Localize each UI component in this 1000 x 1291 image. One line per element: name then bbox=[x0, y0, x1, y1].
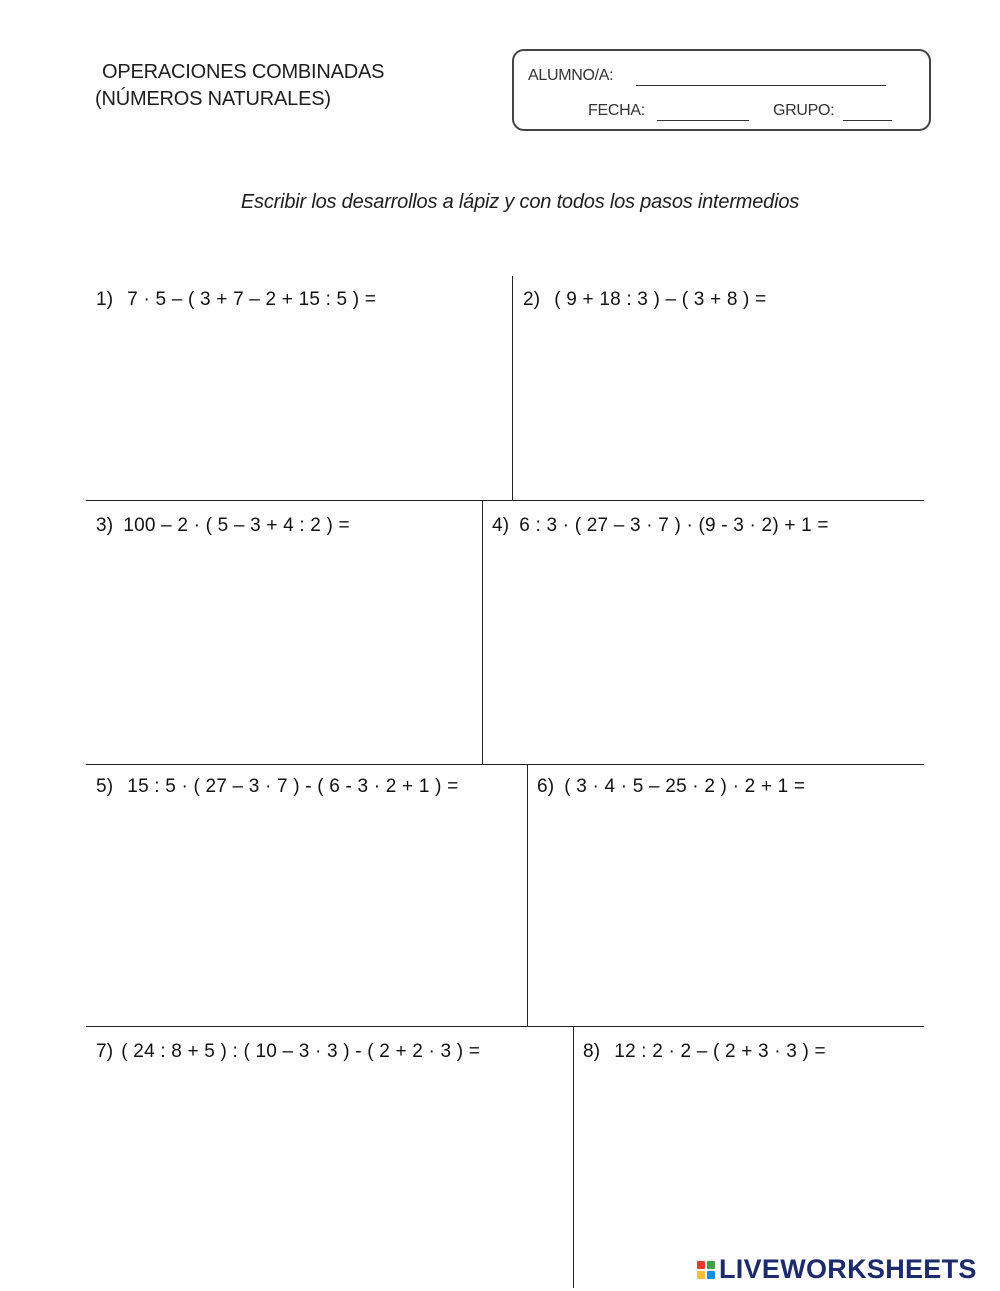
exercise-expression: 7 · 5 – ( 3 + 7 – 2 + 15 : 5 ) = bbox=[127, 289, 377, 310]
student-info-box bbox=[512, 49, 931, 131]
grupo-blank-line[interactable] bbox=[843, 120, 892, 121]
exercise-number: 2) bbox=[523, 289, 541, 310]
divider-vertical-row1 bbox=[512, 276, 513, 500]
exercise-expression: 6 : 3 · ( 27 – 3 · 7 ) · (9 - 3 · 2) + 1 = bbox=[519, 515, 829, 536]
liveworksheets-logo-icon bbox=[697, 1261, 715, 1279]
worksheet-title-line1: OPERACIONES COMBINADAS bbox=[102, 61, 385, 83]
exercise-number: 1) bbox=[96, 289, 114, 310]
divider-horizontal-3 bbox=[86, 1026, 924, 1027]
divider-vertical-row2 bbox=[482, 500, 483, 764]
fecha-blank-line[interactable] bbox=[657, 120, 749, 121]
divider-horizontal-1 bbox=[86, 500, 924, 501]
instruction-text: Escribir los desarrollos a lápiz y con todos los pasos intermedios bbox=[240, 191, 800, 213]
exercise-expression: 12 : 2 · 2 – ( 2 + 3 · 3 ) = bbox=[614, 1041, 826, 1062]
exercise-7 bbox=[96, 1041, 480, 1063]
fecha-label: FECHA: bbox=[588, 102, 645, 119]
exercise-4 bbox=[492, 515, 829, 537]
alumno-blank-line[interactable] bbox=[636, 85, 886, 86]
exercise-number: 8) bbox=[583, 1041, 601, 1062]
exercise-6 bbox=[537, 776, 805, 798]
exercise-expression: ( 3 · 4 · 5 – 25 · 2 ) · 2 + 1 = bbox=[564, 776, 806, 797]
exercise-number: 3) bbox=[96, 515, 114, 536]
exercise-number: 5) bbox=[96, 776, 114, 797]
divider-vertical-row4 bbox=[573, 1026, 574, 1288]
liveworksheets-brand[interactable] bbox=[697, 1254, 977, 1285]
exercise-expression: ( 9 + 18 : 3 ) – ( 3 + 8 ) = bbox=[554, 289, 767, 310]
brand-name: LIVEWORKSHEETS bbox=[719, 1254, 977, 1284]
exercise-5 bbox=[96, 776, 458, 798]
exercise-number: 4) bbox=[492, 515, 510, 536]
exercise-expression: ( 24 : 8 + 5 ) : ( 10 – 3 · 3 ) - ( 2 + 2 · 3 ) = bbox=[121, 1041, 481, 1062]
exercise-2 bbox=[523, 289, 766, 311]
exercise-number: 6) bbox=[537, 776, 555, 797]
worksheet-title-line2: (NÚMEROS NATURALES) bbox=[95, 88, 331, 110]
exercise-8 bbox=[583, 1041, 826, 1063]
exercise-expression: 100 – 2 · ( 5 – 3 + 4 : 2 ) = bbox=[123, 515, 350, 536]
divider-horizontal-2 bbox=[86, 764, 924, 765]
exercise-number: 7) bbox=[96, 1041, 114, 1062]
grupo-label: GRUPO: bbox=[773, 102, 835, 119]
divider-vertical-row3 bbox=[527, 764, 528, 1026]
exercise-1 bbox=[96, 289, 376, 311]
alumno-label: ALUMNO/A: bbox=[528, 67, 614, 84]
exercise-3 bbox=[96, 515, 350, 537]
exercise-expression: 15 : 5 · ( 27 – 3 · 7 ) - ( 6 - 3 · 2 + 1 ) = bbox=[127, 776, 459, 797]
